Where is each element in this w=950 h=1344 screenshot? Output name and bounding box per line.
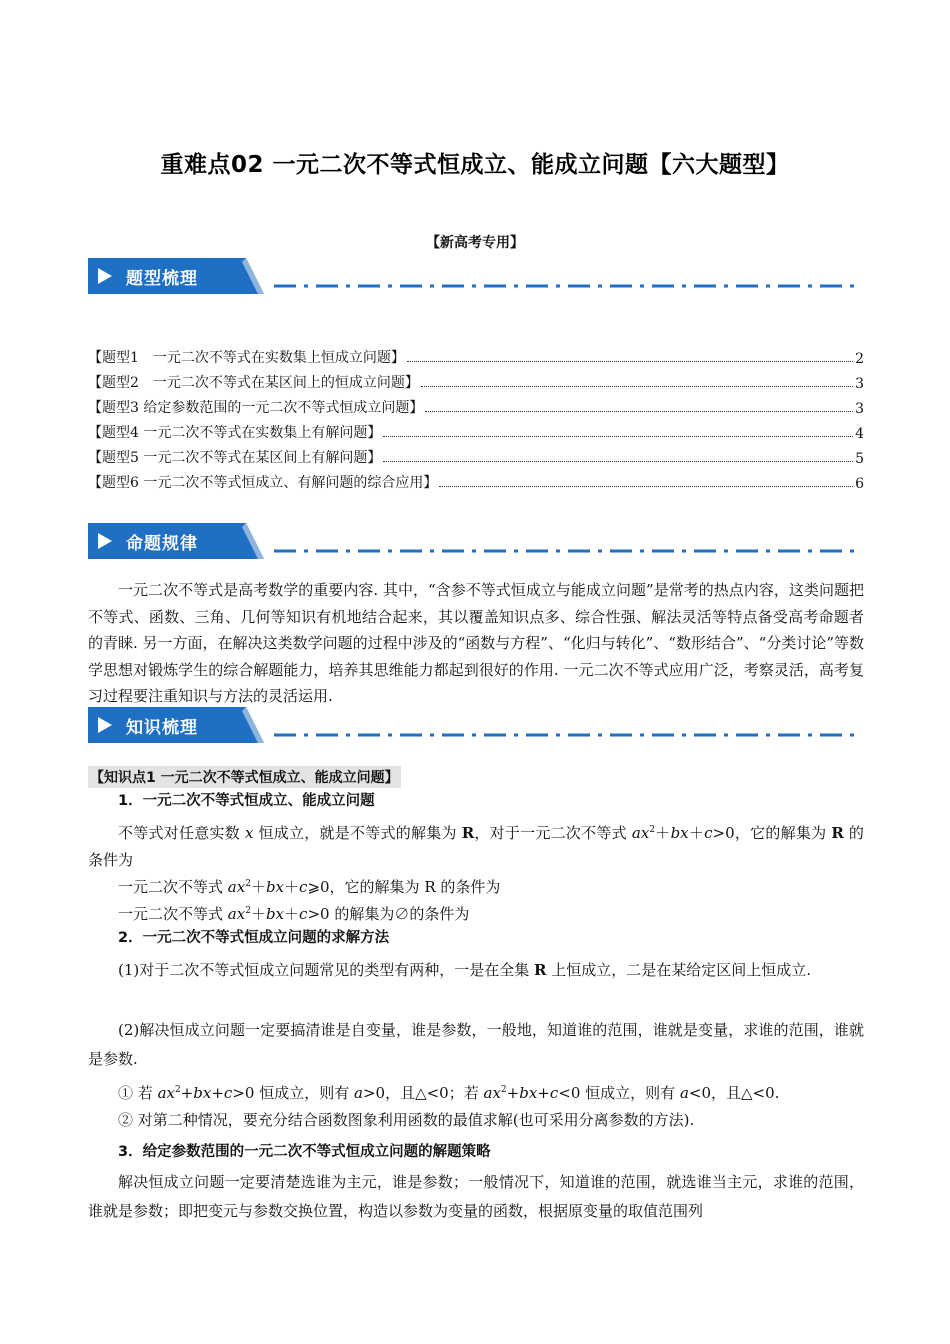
toc-item-text: 【题型4 一元二次不等式在实数集上有解问题】 <box>88 425 382 441</box>
math: R <box>831 824 844 842</box>
toc-page-number: 3 <box>855 376 864 392</box>
math: ax <box>631 824 650 842</box>
knowledge-point-heading: 【知识点1 一元二次不等式恒成立、能成立问题】 <box>88 766 401 788</box>
toc-page-number: 3 <box>855 401 864 417</box>
math: bx <box>265 878 285 896</box>
toc-page-number: 6 <box>855 476 864 492</box>
text: ⩾0，它的解集为 R 的条件为 <box>307 878 501 896</box>
toc-item-2[interactable] <box>88 367 864 392</box>
paragraph-3: (2)解决恒成立问题一定要搞清谁是自变量，谁是参数，一般地，知道谁的范围，谁就是变量，求谁的范围，谁就是参数. <box>88 1021 864 1068</box>
toc-item-4[interactable] <box>88 417 864 442</box>
toc-page-number: 5 <box>855 451 864 467</box>
math: 2 <box>500 1085 507 1095</box>
exam-rules-paragraph: 一元二次不等式是高考数学的重要内容. 其中，“含参不等式恒成立与能成立问题”是常考的热点内容，这类问题把不等式、函数、三角、几何等知识有机地结合起来，其以覆盖知识点多、综合性强、解法灵活等特点备受高考命题者的青睐. 另一方面，在解决这类数学问题的过程中涉及的“函数与方程”、“化归与转化”、“数形结合”、“分类讨论”等数学思想对锻炼学生的综合解题能力，培养其思维能力都起到很好的作用. 一元二次不等式应用广泛，考察灵活，高考复习过程要注重知识与方法的灵活运用. <box>88 581 864 705</box>
toc-page-number: 2 <box>855 351 864 367</box>
text: ，对于一元二次不等式 <box>474 824 627 842</box>
toc-leader <box>383 436 853 437</box>
math: R <box>461 824 475 842</box>
text: ＋ <box>655 824 671 842</box>
banner-label: 知识梳理 <box>126 718 198 738</box>
section-banner-knowledge <box>88 707 863 743</box>
math: ax <box>157 1084 175 1102</box>
text: 一元二次不等式 <box>118 905 224 923</box>
text: + <box>506 1084 520 1102</box>
math: c <box>223 1084 233 1102</box>
toc-item-text: 【题型1 一元二次不等式在实数集上恒成立问题】 <box>88 350 405 366</box>
math: c <box>299 878 308 896</box>
table-of-contents <box>88 342 864 492</box>
math: ax <box>227 878 246 896</box>
toc-leader <box>421 386 853 387</box>
banner-label: 命题规律 <box>126 534 198 554</box>
heading-2: 2．一元二次不等式恒成立问题的求解方法 <box>118 930 390 946</box>
toc-item-text: 【题型2 一元二次不等式在某区间上的恒成立问题】 <box>88 375 419 391</box>
math: a <box>354 1084 363 1102</box>
toc-leader <box>383 461 853 462</box>
toc-item-1[interactable] <box>88 342 864 367</box>
math: ax <box>227 905 246 923</box>
math: bx <box>265 905 285 923</box>
text: ＋ <box>250 905 266 923</box>
rule-line-2: ② 对第二种情况，要充分结合函数图象利用函数的最值求解(也可采用分离参数的方法). <box>118 1111 695 1129</box>
banner-label: 题型梳理 <box>126 269 198 289</box>
rule-line-1 <box>88 1077 894 1106</box>
text: 的条件为 <box>88 824 864 869</box>
math: 2 <box>245 879 251 889</box>
text: >0 的解集为∅的条件为 <box>307 905 470 923</box>
text: >0 恒成立，则有 <box>232 1084 350 1102</box>
text: ＋ <box>284 878 300 896</box>
text: ＋ <box>250 878 266 896</box>
toc-item-6[interactable] <box>88 467 864 492</box>
math: bx <box>670 824 689 842</box>
condition-line-1 <box>88 871 894 900</box>
text: 恒成立，就是不等式的解集为 <box>258 824 457 842</box>
math: 2 <box>649 825 656 835</box>
math: c <box>704 824 713 842</box>
heading-1: 1．一元二次不等式恒成立、能成立问题 <box>118 793 375 809</box>
dash-dot-divider <box>274 733 862 737</box>
section-banner-exam-rules <box>88 523 863 559</box>
text: 上恒成立，二是在某给定区间上恒成立. <box>551 961 812 979</box>
page-subtitle: 【新高考专用】 <box>426 235 524 251</box>
text: (1)对于二次不等式恒成立问题常见的类型有两种，一是在全集 <box>118 961 530 979</box>
paragraph-1 <box>88 817 864 873</box>
toc-item-5[interactable] <box>88 442 864 467</box>
math: 2 <box>245 906 251 916</box>
dash-dot-divider <box>274 549 862 553</box>
math: c <box>299 905 308 923</box>
text: + <box>537 1084 550 1102</box>
dash-dot-divider <box>274 284 862 288</box>
math: R <box>534 961 547 979</box>
paragraph-2 <box>88 956 864 985</box>
text: <0，且△<0. <box>688 1084 780 1102</box>
math: a <box>679 1084 689 1102</box>
text: ＋ <box>688 824 705 842</box>
paragraph-4: 解决恒成立问题一定要清楚选谁为主元，谁是参数；一般情况下，知道谁的范围，就选谁当主元，求谁的范围，谁就是参数；即把变元与参数交换位置，构造以参数为变量的函数，根据原变量的取值范围列 <box>88 1173 864 1220</box>
toc-item-text: 【题型3 给定参数范围的一元二次不等式恒成立问题】 <box>88 400 424 416</box>
text: <0 恒成立，则有 <box>558 1084 676 1102</box>
section-banner-question-types <box>88 258 863 294</box>
toc-item-text: 【题型5 一元二次不等式在某区间上有解问题】 <box>88 450 382 466</box>
math: bx <box>519 1084 538 1102</box>
text: ① 若 <box>118 1084 153 1102</box>
math: 2 <box>174 1085 181 1095</box>
text: 不等式对任意实数 <box>118 824 240 842</box>
text: + <box>180 1084 194 1102</box>
math: x <box>245 824 254 842</box>
toc-item-3[interactable] <box>88 392 864 417</box>
toc-leader <box>439 486 853 487</box>
heading-3: 3．给定参数范围的一元二次不等式恒成立问题的解题策略 <box>118 1144 491 1160</box>
text: >0，且△<0；若 <box>362 1084 479 1102</box>
text: >0，它的解集为 <box>712 824 827 842</box>
text: + <box>211 1084 224 1102</box>
page-title: 重难点02 一元二次不等式恒成立、能成立问题【六大题型】 <box>160 152 790 178</box>
toc-page-number: 4 <box>855 426 864 442</box>
condition-line-2 <box>88 898 894 927</box>
toc-leader <box>407 361 853 362</box>
toc-item-text: 【题型6 一元二次不等式恒成立、有解问题的综合应用】 <box>88 475 438 491</box>
math: ax <box>483 1084 501 1102</box>
text: ＋ <box>284 905 300 923</box>
math: c <box>549 1084 559 1102</box>
toc-leader <box>425 411 853 412</box>
math: bx <box>193 1084 212 1102</box>
text: 一元二次不等式 <box>118 878 224 896</box>
